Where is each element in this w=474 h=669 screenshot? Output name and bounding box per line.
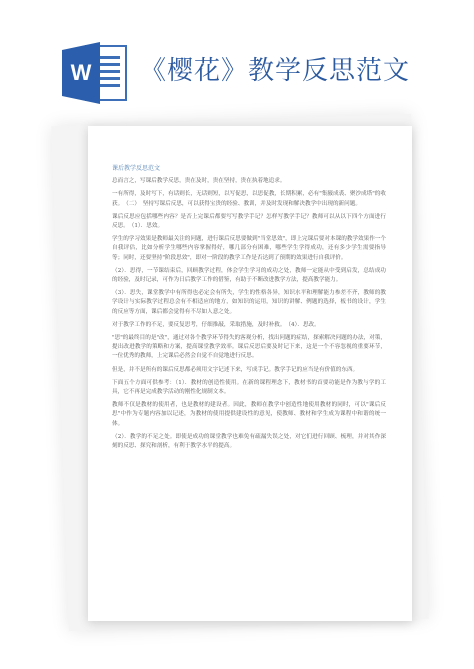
word-logo-graphic xyxy=(62,42,130,104)
paragraph: "思"的最终目的是"改"，通过对各个教学环节得失的客观分析，找出问题的症结，探索解决问题的办法，对策，提出改进教学的策略和方案，提高课堂教学效率。课后反思后要及时记下来，这是一个不容忽视的重要环节，一位优秀的教师，上完课后必然会自觉不自觉地进行反思。 xyxy=(112,335,386,360)
paragraph: 但是，并不是所有的课后反思都必须用文字记述下来，写成手记。教学手记的应当是有价值的东西。 xyxy=(112,366,359,373)
page-heading: 课后教学反思范文 xyxy=(112,165,161,172)
document-content xyxy=(112,164,386,455)
paragraph: 对于教学工作的不足，要反复思考，仔细推敲，采取措施，及时补救。 （4）．思改。 xyxy=(112,321,320,328)
paragraph: （2）．教学的不足之处。即使是成功的课堂教学也难免有疏漏失误之处，对它们进行回顾、梳理，并对其作深刻的反思、探究和剖析，有利于教学水平的提高。 xyxy=(112,433,386,450)
word-document-icon xyxy=(62,42,130,104)
paragraph: （2）．思得，一节课结束后，回顾教学过程，体会学生学习的成功之处，教师一定能从中受到启发，总结成功的经验，及时记录，可作为日后教学工作的借鉴，有助于不断改进教学方法，提高教学能力。 xyxy=(112,267,386,284)
word-logo-letter: W xyxy=(70,60,92,85)
paragraph: 学生的学习效果是教师最关注的问题，进行课后反思要做到"当堂思效"，即上完课后要对本课的教学效果作一个自我评估，比如分析学生哪些内容掌握得好，哪几部分有困难，哪些学生学得成功，还有多少学生需要指导等；同时，还要坚持"阶段思效"，即对一阶段的教学工作是否达到了预期的效果进行自我评价。 xyxy=(112,236,386,261)
paragraph: （3）．思失，课堂教学中有所得也必定会有所失，学生的性格各异，知识水平和理解能力参差不齐，教师的教学设计与实际教学过程总会有不相适应的地方，如知识的运用，知识的讲解、例题的选择，板书的设计，学生的反应等方面，课后都会觉得有不尽如人意之处。 xyxy=(112,290,386,315)
paragraph: 一有所得，及时写下，有话则长，无话则短，以写促思，以思促教，长期积累，必有"集腋成裘、聚沙成塔"的收获。 （二） 坚持写课后反思，可以获得宝贵的经验、教训，并及时发现和解决教学中出现的新问题。 xyxy=(112,191,386,207)
document-header xyxy=(0,0,474,110)
paragraph: 教师不仅是教材的使用者，也是教材的建设者。因此，教师在教学中创造性地使用教材的同时，可以"课后反思"中作为专题内容加以记述，为教材的使用提供建设性的意见，使教师、教材和学生成为课程中和谐的统一体。 xyxy=(112,402,386,427)
paragraph: 课后反思应包括哪些内容？是否上完课后都要写写教学手记？怎样写教学手记？教师可以从以下四个方面进行反思。 （1）．思效。 xyxy=(112,213,386,230)
paragraph: 总而言之，写课后教学反思，贵在及时，贵在坚持，贵在执着地追求。 xyxy=(112,178,286,185)
document-title: 《樱花》教学反思范文 xyxy=(140,56,411,86)
document-page xyxy=(88,126,412,621)
paragraph: 下面五个方面可供参考：（1）．教材的创造性使用。在新的课程理念下，教材书的首要功能是作为教与学的工具，它不再是完成教学活动的刚性化规制文本。 xyxy=(112,379,386,396)
